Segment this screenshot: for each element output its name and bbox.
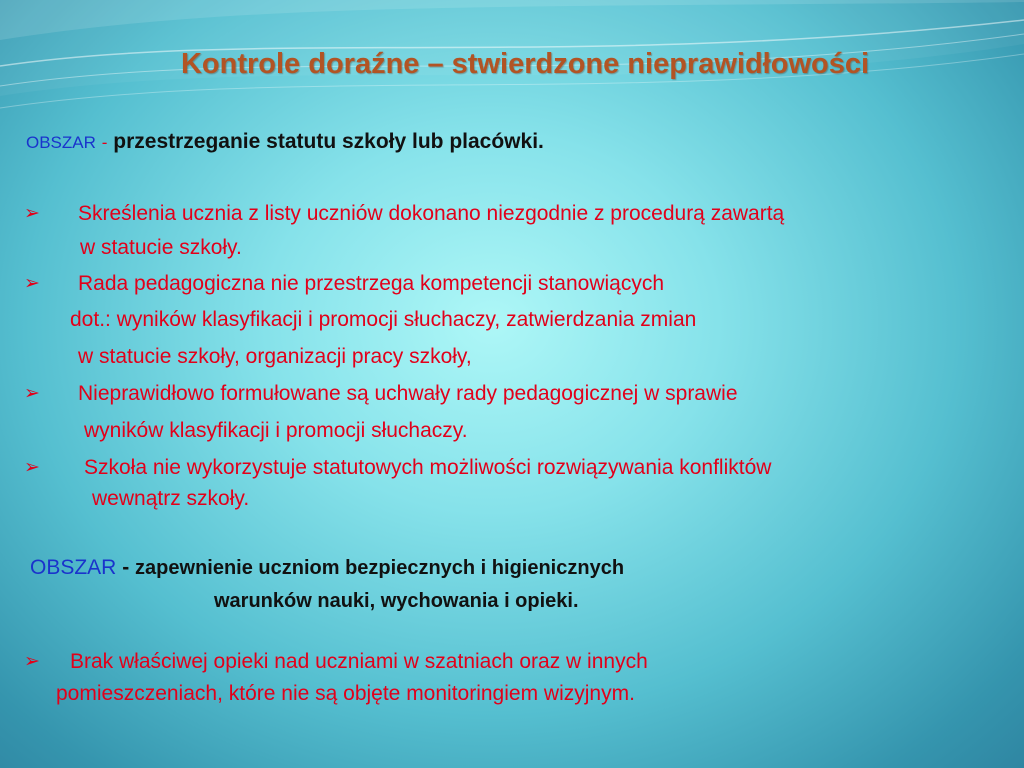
section2-topic-line2: warunków nauki, wychowania i opieki. bbox=[214, 590, 579, 612]
s1-item2-line3: w statucie szkoły, organizacji pracy szkoły, bbox=[78, 345, 472, 368]
s2-item1-line2: pomieszczeniach, które nie są objęte monitoringiem wizyjnym. bbox=[56, 682, 635, 705]
s2-item1-line1: Brak właściwej opieki nad uczniami w szatniach oraz w innych bbox=[70, 650, 648, 673]
s1-item4-line2: wewnątrz szkoły. bbox=[92, 487, 250, 510]
section2-topic-line1: zapewnienie uczniom bezpiecznych i higienicznych bbox=[135, 557, 625, 579]
section1-topic: przestrzeganie statutu szkoły lub placówki. bbox=[113, 130, 544, 153]
arrow-bullet-icon: ➢ bbox=[24, 203, 40, 224]
section1-heading bbox=[26, 129, 544, 156]
section1-label: OBSZAR bbox=[26, 133, 96, 152]
arrow-bullet-icon: ➢ bbox=[24, 383, 40, 404]
s1-item1-line2: w statucie szkoły. bbox=[80, 236, 242, 259]
s1-item1-line1: Skreślenia ucznia z listy uczniów dokonano niezgodnie z procedurą zawartą bbox=[78, 202, 785, 225]
slide-title: Kontrole doraźne – stwierdzone nieprawidłowości bbox=[180, 48, 870, 80]
arrow-bullet-icon: ➢ bbox=[24, 273, 40, 294]
s1-item3-line2: wyników klasyfikacji i promocji słuchaczy. bbox=[84, 419, 468, 442]
s1-item2-line1: Rada pedagogiczna nie przestrzega kompetencji stanowiących bbox=[78, 272, 665, 295]
s1-item3-line1: Nieprawidłowo formułowane są uchwały rady pedagogicznej w sprawie bbox=[78, 382, 738, 405]
section2-dash: - bbox=[122, 556, 130, 579]
s1-item2-line2: dot.: wyników klasyfikacji i promocji słuchaczy, zatwierdzania zmian bbox=[70, 308, 697, 331]
s1-item4-line1: Szkoła nie wykorzystuje statutowych możliwości rozwiązywania konfliktów bbox=[84, 456, 772, 479]
section1-dash: - bbox=[101, 133, 108, 152]
section2-label: OBSZAR bbox=[30, 556, 117, 579]
arrow-bullet-icon: ➢ bbox=[24, 457, 40, 478]
arrow-bullet-icon: ➢ bbox=[24, 651, 40, 672]
section2-heading bbox=[30, 555, 624, 581]
